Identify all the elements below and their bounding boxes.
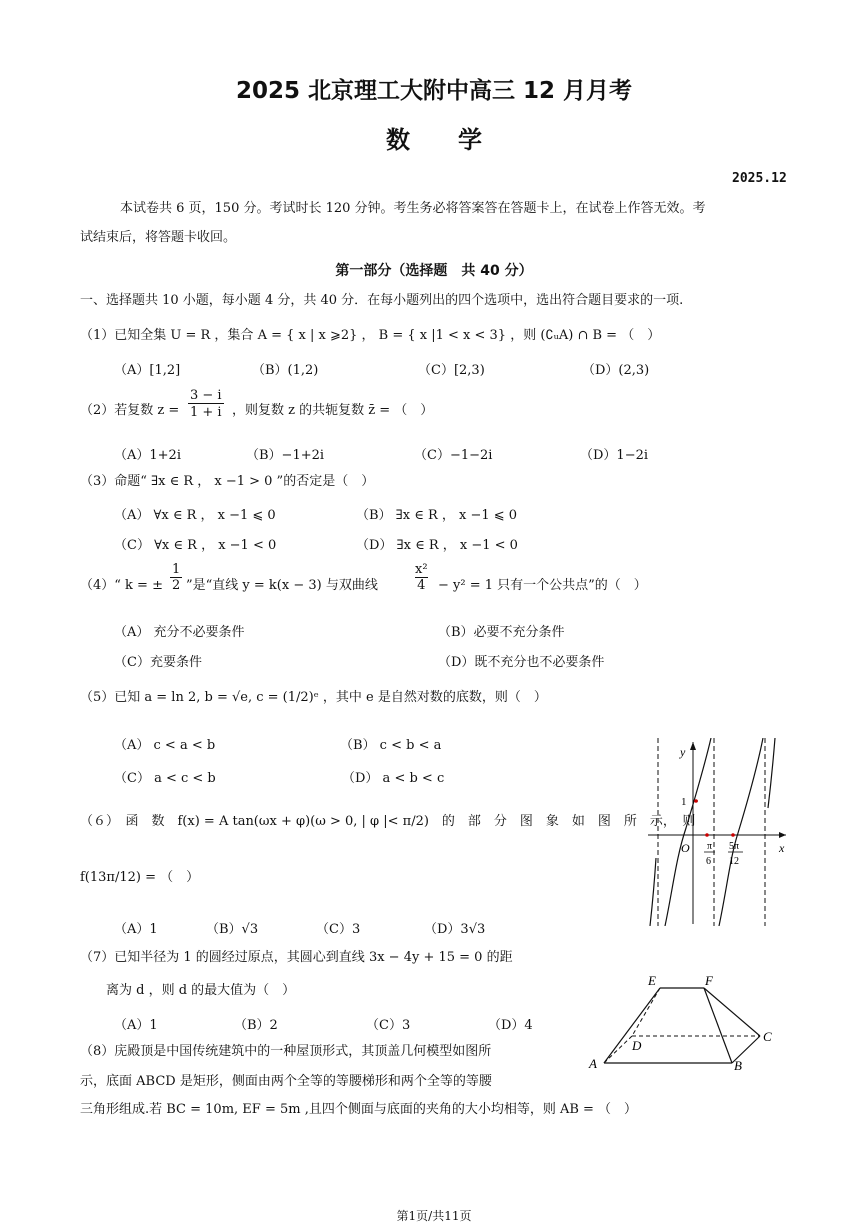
tangent-graph-figure (640, 738, 790, 926)
q7-option-a: （A）1 (114, 1018, 158, 1033)
q6-stem: （６） 函 数 f(x) = A tan(ωx + φ)(ω > 0, | φ |< π/2) 的 部 分 图 象 如 图 所 示， 则 (80, 814, 696, 829)
q4-k-fraction (170, 562, 182, 593)
tan-branch-3 (768, 738, 775, 808)
q7-option-b: （B）2 (234, 1018, 278, 1033)
edge-ED (632, 988, 660, 1036)
tan-branch-0 (650, 858, 656, 926)
page-footer: 第1页/共11页 (396, 1209, 472, 1223)
q3-option-d: （D） ∃x ∈ R ， x −1 < 0 (356, 538, 518, 553)
q5-stem: （5）已知 a = ln 2, b = √e, c = (1/2)ᵉ ，其中 e 是自然对数的底数，则（ ） (80, 690, 547, 705)
q6-option-b: （B）√3 (206, 922, 259, 937)
q4-mid: ”是“直线 y = k(x − 3) 与双曲线 (186, 578, 378, 593)
instructions-line1: 本试卷共 6 页，150 分。考试时长 120 分钟。考生务必将答案答在答题卡上，在试卷上作答无效。考 (120, 201, 706, 216)
tan-branch-2 (719, 738, 763, 926)
y-axis-arrow (690, 742, 696, 750)
point-pi6 (705, 833, 709, 837)
q1-stem: （1）已知全集 U = R ，集合 A = { x | x ⩾2} ， B = { x |1 < x < 3} ，则 (∁ᵤA) ∩ B = （ ） (80, 328, 661, 343)
label-E: E (648, 973, 656, 988)
q6-option-a: （A）1 (114, 922, 158, 937)
subject-title: 数学 (386, 126, 530, 154)
y-axis-label: y (680, 745, 686, 759)
exam-date: 2025.12 (732, 171, 787, 186)
part1-intro: 一、选择题共 10 小题，每小题 4 分，共 40 分．在每小题列出的四个选项中，选出符合题目要求的一项. (80, 293, 684, 308)
q2-pre: （2）若复数 z = (80, 403, 180, 418)
q5-option-a: （A） c < a < b (114, 738, 216, 753)
q5-option-b: （B） c < b < a (340, 738, 442, 753)
q2-option-a: （A）1+2i (114, 448, 181, 463)
part1-heading: 第一部分（选择题 共 40 分） (335, 263, 533, 279)
q2-option-c: （C）−1−2i (414, 448, 493, 463)
tick-one-label: 1 (681, 796, 687, 808)
q4-k-denominator: 2 (172, 578, 181, 593)
q4-hyp-denominator: 4 (415, 577, 428, 593)
q7-option-d: （D）4 (488, 1018, 533, 1033)
label-C: C (763, 1029, 772, 1044)
q4-hyp-numerator: x² (415, 562, 428, 577)
six-label: 6 (706, 856, 711, 867)
q2-fraction (188, 388, 224, 420)
q4-option-a: （A） 充分不必要条件 (114, 625, 245, 640)
label-B: B (734, 1058, 742, 1073)
q2-denominator: 1 + i (190, 405, 222, 420)
q7-option-c: （C）3 (366, 1018, 411, 1033)
point-one (694, 799, 698, 803)
twelve-label: 12 (729, 856, 739, 867)
q4-post: − y² = 1 只有一个公共点”的（ ） (438, 578, 647, 593)
point-5pi12 (731, 833, 735, 837)
five-pi-label: 5π (729, 841, 740, 852)
instructions-line2: 试结束后，将答题卡收回。 (80, 230, 237, 245)
exam-title: 2025 北京理工大附中高三 12 月月考 (235, 78, 633, 104)
q4-pre: （4）“ k = ± (80, 578, 163, 593)
edge-AD (604, 1036, 632, 1063)
q8-line2: 示，底面 ABCD 是矩形，侧面由两个全等的等腰梯形和两个全等的等腰 (80, 1074, 492, 1089)
tan-branch-1 (665, 738, 711, 926)
q4-option-d: （D）既不充分也不必要条件 (438, 655, 605, 670)
q3-stem: （3）命题“ ∃x ∈ R ， x −1 > 0 ”的否定是（ ） (80, 474, 375, 489)
q4-option-c: （C）充要条件 (114, 655, 202, 670)
q6-option-d: （D）3√3 (424, 922, 486, 937)
q7-line2: 离为 d ，则 d 的最大值为（ ） (106, 983, 296, 998)
q7-line1: （7）已知半径为 1 的圆经过原点，其圆心到直线 3x − 4y + 15 = 0 的距 (80, 950, 513, 965)
q8-line3: 三角形组成.若 BC = 10m, EF = 5m ,且四个侧面与底面的夹角的大小均相等，则 AB = （ ） (80, 1102, 638, 1117)
q5-option-d: （D） a < b < c (342, 771, 445, 786)
label-F: F (705, 973, 713, 988)
q2-post: ，则复数 z 的共轭复数 z̄ = （ ） (232, 403, 434, 418)
q4-hyperbola-fraction (415, 562, 428, 593)
hip-roof-figure (584, 970, 784, 1075)
q4-k-numerator: 1 (172, 562, 181, 577)
x-axis-arrow (779, 832, 786, 838)
label-D: D (632, 1038, 642, 1053)
q1-option-c: （C）[2,3) (418, 363, 485, 378)
origin-label: O (681, 841, 690, 855)
q5-option-c: （C） a < c < b (114, 771, 216, 786)
q2-option-b: （B）−1+2i (246, 448, 325, 463)
q3-option-c: （C） ∀x ∈ R ， x −1 < 0 (114, 538, 277, 553)
x-axis-label: x (779, 841, 785, 855)
label-A: A (589, 1056, 597, 1071)
q3-option-b: （B） ∃x ∈ R ， x −1 ⩽ 0 (356, 508, 518, 523)
q6-option-c: （C）3 (316, 922, 361, 937)
q2-option-d: （D）1−2i (580, 448, 649, 463)
q6-value: f(13π/12) = （ ） (80, 870, 200, 885)
q1-option-b: （B）(1,2) (252, 363, 319, 378)
q4-option-b: （B）必要不充分条件 (438, 625, 565, 640)
q2-numerator: 3 − i (190, 388, 222, 403)
q3-option-a: （A） ∀x ∈ R ， x −1 ⩽ 0 (114, 508, 276, 523)
q1-option-a: （A）[1,2] (114, 363, 181, 378)
q1-option-d: （D）(2,3) (582, 363, 650, 378)
pi-label: π (707, 841, 713, 852)
q8-line1: （8）庑殿顶是中国传统建筑中的一种屋顶形式，其顶盖几何模型如图所 (80, 1044, 492, 1059)
